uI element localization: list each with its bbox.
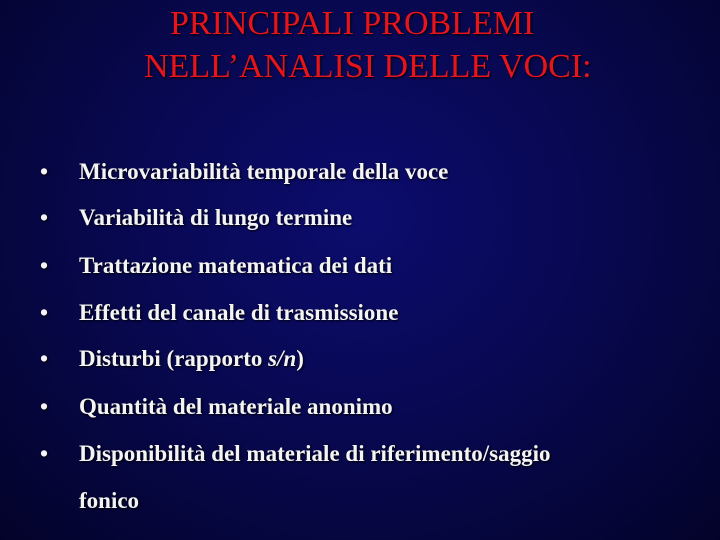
bullet-text: Quantità del materiale anonimo <box>79 394 393 419</box>
title-line-2: NELL’ANALISI DELLE VOCI: <box>144 48 592 85</box>
bullet-icon: • <box>40 159 49 184</box>
bullet-text: Effetti del canale di trasmissione <box>79 300 399 325</box>
bullet-text: Variabilità di lungo termine <box>79 205 353 230</box>
bullet-icon: • <box>40 441 49 466</box>
bullet-icon: • <box>40 300 49 325</box>
bullet-text-italic: s/n <box>268 346 297 371</box>
bullet-text: Trattazione matematica dei dati <box>79 253 393 278</box>
bullet-text: Microvariabilità temporale della voce <box>79 159 449 184</box>
bullet-icon: • <box>40 253 49 278</box>
bullet-text-part: ) <box>296 346 304 371</box>
bullet-icon: • <box>40 394 49 419</box>
bullet-text-part: Disturbi (rapporto <box>79 346 269 371</box>
bullet-text: Disponibilità del materiale di riferimento/saggio <box>79 441 551 466</box>
bullet-continuation: fonico <box>79 488 140 513</box>
bullet-icon: • <box>40 346 49 371</box>
title-line-1: PRINCIPALI PROBLEMI <box>170 5 535 42</box>
bullet-text <box>79 345 304 373</box>
bullet-icon: • <box>40 205 49 230</box>
